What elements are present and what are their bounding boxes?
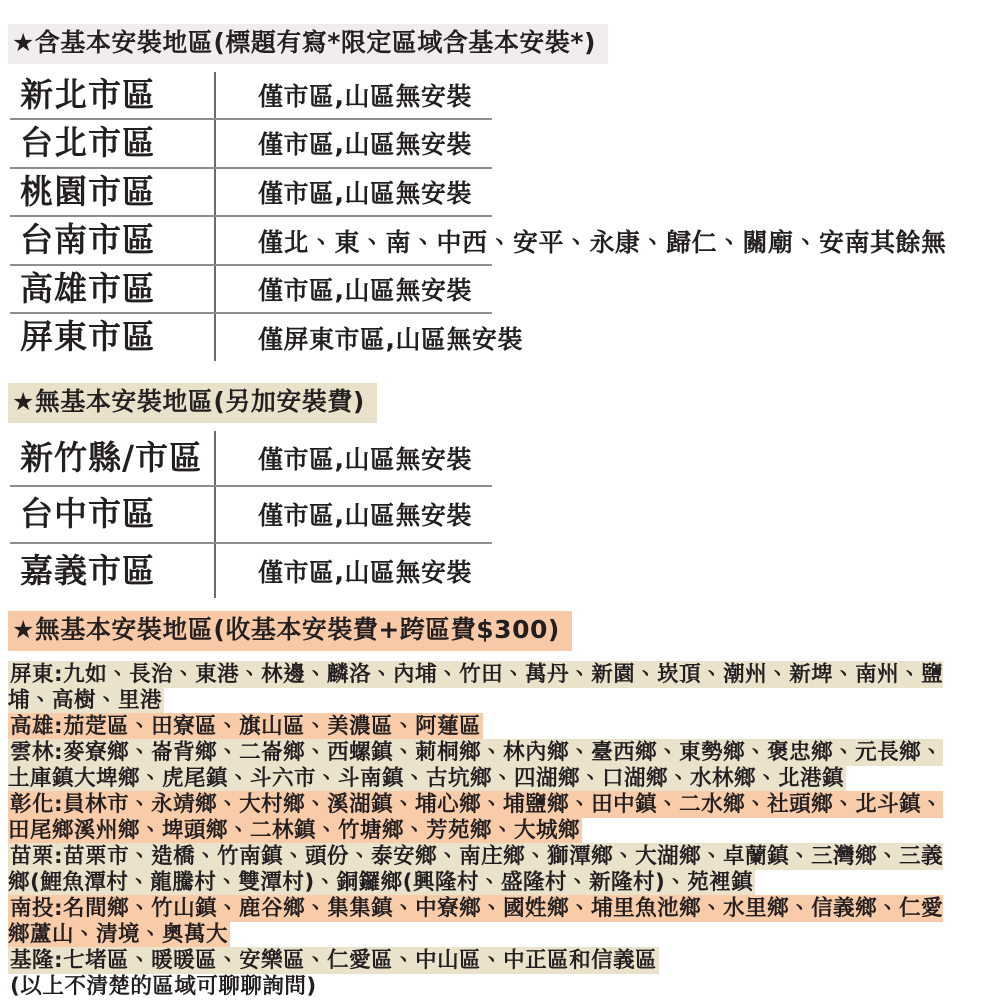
- section-included-header: ★含基本安裝地區(標題有寫*限定區域含基本安裝*): [8, 24, 608, 64]
- highlighted-text: 屏東:九如、長治、東港、林邊、麟洛、內埔、竹田、萬丹、新園、崁頂、潮州、新埤、南州、鹽埔、高樹、里港: [8, 661, 944, 713]
- township-list: [8, 662, 960, 1000]
- region-detail: 僅屏東市區,山區無安裝: [214, 314, 523, 361]
- table-row: [10, 120, 492, 169]
- area-line-miaoli: [8, 844, 960, 896]
- area-line-changhua: [8, 792, 960, 844]
- region-name: 高雄市區: [20, 268, 156, 308]
- area-line-kaohsiung: [8, 714, 960, 740]
- region-detail: 僅北、東、南、中西、安平、永康、歸仁、關廟、安南其餘無: [214, 217, 947, 264]
- section-extra-fee: [8, 383, 1000, 598]
- table-row: [10, 544, 492, 599]
- section-included-install: [8, 24, 1000, 361]
- area-line-pingtung: [8, 662, 960, 714]
- highlighted-text: 高雄:茄萣區、田寮區、旗山區、美濃區、阿蓮區: [10, 713, 482, 739]
- section-extra-fee-header: ★無基本安裝地區(另加安裝費): [8, 383, 377, 423]
- area-line-note: [8, 974, 960, 1000]
- table-row: [10, 314, 523, 361]
- included-region-table: [10, 72, 947, 362]
- region-name: 台北市區: [20, 123, 156, 163]
- highlighted-text: 雲林:麥寮鄉、崙背鄉、二崙鄉、西螺鎮、莿桐鄉、林內鄉、臺西鄉、東勢鄉、褒忠鄉、元長鄉、土庫鎮大埤鄉、虎尾鎮、斗六市、斗南鎮、古坑鄉、四湖鄉、口湖鄉、水林鄉、北港鎮: [8, 739, 944, 791]
- table-row: [10, 72, 492, 121]
- table-row: [10, 266, 492, 315]
- extra-fee-region-table: [10, 431, 492, 599]
- note-text: (以上不清楚的區域可聊聊詢問): [10, 973, 317, 999]
- region-name: 嘉義市區: [20, 550, 156, 590]
- area-line-nantou: [8, 896, 960, 948]
- region-name: 屏東市區: [20, 317, 156, 357]
- table-row: [10, 169, 492, 218]
- region-detail: 僅市區,山區無安裝: [214, 72, 472, 119]
- table-row: [10, 487, 492, 544]
- highlighted-text: 基隆:七堵區、暖暖區、安樂區、仁愛區、中山區、中正區和信義區: [10, 947, 658, 973]
- region-detail: 僅市區,山區無安裝: [214, 169, 472, 216]
- table-row: [10, 217, 947, 266]
- region-detail: 僅市區,山區無安裝: [214, 431, 472, 486]
- region-name: 桃園市區: [20, 171, 156, 211]
- region-detail: 僅市區,山區無安裝: [214, 266, 472, 313]
- section-cross-fee-header: ★無基本安裝地區(收基本安裝費+跨區費$300): [8, 611, 572, 651]
- region-detail: 僅市區,山區無安裝: [214, 544, 472, 599]
- region-name: 新北市區: [20, 74, 156, 114]
- section-cross-fee: [8, 611, 1000, 1000]
- area-line-yunlin: [8, 740, 960, 792]
- area-line-keelung: [8, 948, 960, 974]
- region-name: 台南市區: [20, 220, 156, 260]
- region-name: 台中市區: [20, 494, 156, 534]
- section-gap: [8, 361, 1000, 383]
- highlighted-text: 南投:名間鄉、竹山鎮、鹿谷鄉、集集鎮、中寮鄉、國姓鄉、埔里魚池鄉、水里鄉、信義鄉、仁愛鄉蘆山、清境、奧萬大: [8, 895, 944, 947]
- highlighted-text: 彰化:員林市、永靖鄉、大村鄉、溪湖鎮、埔心鄉、埔鹽鄉、田中鎮、二水鄉、社頭鄉、北斗鎮、田尾鄉溪州鄉、埤頭鄉、二林鎮、竹塘鄉、芳苑鄉、大城鄉: [8, 791, 944, 843]
- section-gap: [8, 598, 1000, 611]
- region-name: 新竹縣/市區: [20, 437, 204, 477]
- table-row: [10, 431, 492, 488]
- highlighted-text: 苗栗:苗栗市、造橋、竹南鎮、頭份、泰安鄉、南庄鄉、獅潭鄉、大湖鄉、卓蘭鎮、三灣鄉、三義鄉(鯉魚潭村、龍騰村、雙潭村)、銅鑼鄉(興隆村、盛隆村、新隆村)、苑裡鎮: [8, 843, 944, 895]
- region-detail: 僅市區,山區無安裝: [214, 120, 472, 167]
- region-detail: 僅市區,山區無安裝: [214, 487, 472, 542]
